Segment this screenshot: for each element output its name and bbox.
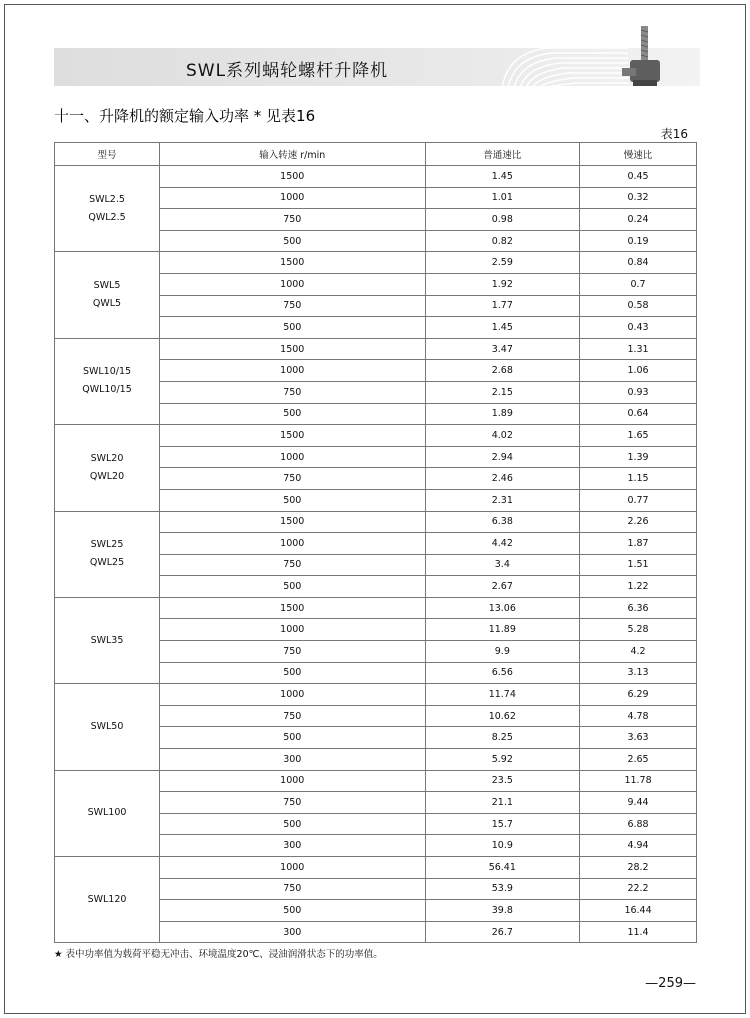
header-normal-ratio: 普通速比 [425,143,580,166]
input-speed-cell: 500 [160,900,426,922]
normal-ratio-cell: 2.67 [425,576,580,598]
input-speed-cell: 750 [160,878,426,900]
normal-ratio-cell: 8.25 [425,727,580,749]
table-row [55,338,697,360]
slow-ratio-cell: 0.7 [580,273,697,295]
input-speed-cell: 750 [160,554,426,576]
input-speed-cell: 750 [160,641,426,663]
model-label: SWL5 [93,280,121,292]
normal-ratio-cell: 11.74 [425,684,580,706]
model-label: SWL50 [90,720,124,732]
normal-ratio-cell: 21.1 [425,792,580,814]
normal-ratio-cell: 6.56 [425,662,580,684]
input-speed-cell: 500 [160,403,426,425]
normal-ratio-cell: 26.7 [425,921,580,943]
normal-ratio-cell: 13.06 [425,597,580,619]
slow-ratio-cell: 9.44 [580,792,697,814]
slow-ratio-cell: 0.93 [580,381,697,403]
slow-ratio-cell: 1.65 [580,425,697,447]
input-speed-cell: 1500 [160,338,426,360]
slow-ratio-cell: 11.78 [580,770,697,792]
input-speed-cell: 1000 [160,187,426,209]
input-speed-cell: 500 [160,489,426,511]
model-label: SWL2.5 [89,193,125,205]
normal-ratio-cell: 10.62 [425,705,580,727]
normal-ratio-cell: 6.38 [425,511,580,533]
input-speed-cell: 1500 [160,425,426,447]
model-cell [55,770,160,856]
model-cell [55,166,160,252]
model-label: SWL100 [87,807,127,819]
header-slow-ratio: 慢速比 [580,143,697,166]
input-speed-cell: 500 [160,727,426,749]
table-row [55,597,697,619]
input-speed-cell: 300 [160,835,426,857]
slow-ratio-cell: 2.65 [580,749,697,771]
normal-ratio-cell: 39.8 [425,900,580,922]
table-row [55,511,697,533]
table-header-row [55,143,697,166]
input-speed-cell: 500 [160,813,426,835]
input-speed-cell: 500 [160,317,426,339]
normal-ratio-cell: 3.4 [425,554,580,576]
input-speed-cell: 1500 [160,597,426,619]
slow-ratio-cell: 0.77 [580,489,697,511]
model-label: QWL25 [89,557,125,569]
normal-ratio-cell: 23.5 [425,770,580,792]
table-row [55,770,697,792]
model-cell [55,857,160,943]
normal-ratio-cell: 56.41 [425,857,580,879]
slow-ratio-cell: 0.45 [580,166,697,188]
slow-ratio-cell: 0.84 [580,252,697,274]
normal-ratio-cell: 9.9 [425,641,580,663]
table-number: 表16 [660,127,688,141]
slow-ratio-cell: 1.51 [580,554,697,576]
model-cell [55,511,160,597]
input-speed-cell: 1000 [160,273,426,295]
slow-ratio-cell: 0.32 [580,187,697,209]
model-cell [55,338,160,424]
slow-ratio-cell: 0.43 [580,317,697,339]
model-cell [55,684,160,770]
normal-ratio-cell: 15.7 [425,813,580,835]
input-speed-cell: 1000 [160,770,426,792]
input-speed-cell: 750 [160,468,426,490]
slow-ratio-cell: 3.13 [580,662,697,684]
normal-ratio-cell: 11.89 [425,619,580,641]
normal-ratio-cell: 1.45 [425,317,580,339]
model-label: SWL10/15 [82,366,132,378]
table-row [55,252,697,274]
normal-ratio-cell: 53.9 [425,878,580,900]
footnote: ★ 表中功率值为载荷平稳无冲击、环境温度20℃、浸油润滑状态下的功率值。 [54,949,383,960]
slow-ratio-cell: 5.28 [580,619,697,641]
normal-ratio-cell: 10.9 [425,835,580,857]
slow-ratio-cell: 1.22 [580,576,697,598]
slow-ratio-cell: 1.39 [580,446,697,468]
slow-ratio-cell: 11.4 [580,921,697,943]
model-label: QWL5 [92,298,122,310]
slow-ratio-cell: 4.78 [580,705,697,727]
section-heading: 十一、升降机的额定输入功率 * 见表16 [54,107,316,125]
slow-ratio-cell: 6.36 [580,597,697,619]
model-label: QWL20 [89,470,125,482]
input-speed-cell: 1500 [160,166,426,188]
normal-ratio-cell: 0.82 [425,230,580,252]
slow-ratio-cell: 16.44 [580,900,697,922]
slow-ratio-cell: 0.24 [580,209,697,231]
model-label: QWL2.5 [88,211,126,223]
table-row [55,166,697,188]
normal-ratio-cell: 4.42 [425,533,580,555]
normal-ratio-cell: 1.77 [425,295,580,317]
normal-ratio-cell: 3.47 [425,338,580,360]
input-speed-cell: 300 [160,749,426,771]
slow-ratio-cell: 2.26 [580,511,697,533]
normal-ratio-cell: 2.94 [425,446,580,468]
table-row [55,425,697,447]
table-row [55,857,697,879]
normal-ratio-cell: 5.92 [425,749,580,771]
normal-ratio-cell: 1.01 [425,187,580,209]
slow-ratio-cell: 1.15 [580,468,697,490]
model-cell [55,425,160,511]
input-speed-cell: 1000 [160,533,426,555]
input-speed-cell: 750 [160,295,426,317]
slow-ratio-cell: 1.31 [580,338,697,360]
input-speed-cell: 1000 [160,619,426,641]
normal-ratio-cell: 2.68 [425,360,580,382]
input-speed-cell: 500 [160,576,426,598]
model-label: SWL25 [90,539,124,551]
slow-ratio-cell: 28.2 [580,857,697,879]
normal-ratio-cell: 0.98 [425,209,580,231]
slow-ratio-cell: 22.2 [580,878,697,900]
slow-ratio-cell: 6.29 [580,684,697,706]
slow-ratio-cell: 0.64 [580,403,697,425]
input-speed-cell: 1000 [160,684,426,706]
input-speed-cell: 750 [160,792,426,814]
slow-ratio-cell: 0.58 [580,295,697,317]
banner-stripes-decoration [488,44,628,90]
model-label: QWL10/15 [82,384,132,396]
normal-ratio-cell: 4.02 [425,425,580,447]
normal-ratio-cell: 2.15 [425,381,580,403]
model-cell [55,252,160,338]
input-speed-cell: 1000 [160,446,426,468]
slow-ratio-cell: 1.06 [580,360,697,382]
model-label: SWL35 [90,634,124,646]
slow-ratio-cell: 3.63 [580,727,697,749]
header-input-speed: 输入转速 r/min [160,143,426,166]
slow-ratio-cell: 1.87 [580,533,697,555]
input-speed-cell: 1000 [160,360,426,382]
normal-ratio-cell: 2.31 [425,489,580,511]
model-cell [55,597,160,683]
banner-title: SWL系列蜗轮螺杆升降机 [186,61,389,81]
power-table [54,142,697,943]
slow-ratio-cell: 4.2 [580,641,697,663]
normal-ratio-cell: 2.59 [425,252,580,274]
input-speed-cell: 750 [160,381,426,403]
model-label: SWL20 [90,452,124,464]
screw-jack-image [620,26,670,92]
normal-ratio-cell: 1.45 [425,166,580,188]
model-label: SWL120 [87,893,127,905]
input-speed-cell: 1000 [160,857,426,879]
input-speed-cell: 1500 [160,511,426,533]
input-speed-cell: 750 [160,705,426,727]
normal-ratio-cell: 1.89 [425,403,580,425]
slow-ratio-cell: 6.88 [580,813,697,835]
table-row [55,684,697,706]
input-speed-cell: 300 [160,921,426,943]
normal-ratio-cell: 2.46 [425,468,580,490]
slow-ratio-cell: 4.94 [580,835,697,857]
normal-ratio-cell: 1.92 [425,273,580,295]
input-speed-cell: 500 [160,230,426,252]
input-speed-cell: 1500 [160,252,426,274]
input-speed-cell: 750 [160,209,426,231]
header-model: 型号 [55,143,160,166]
page-number: —259— [645,976,696,991]
slow-ratio-cell: 0.19 [580,230,697,252]
input-speed-cell: 500 [160,662,426,684]
